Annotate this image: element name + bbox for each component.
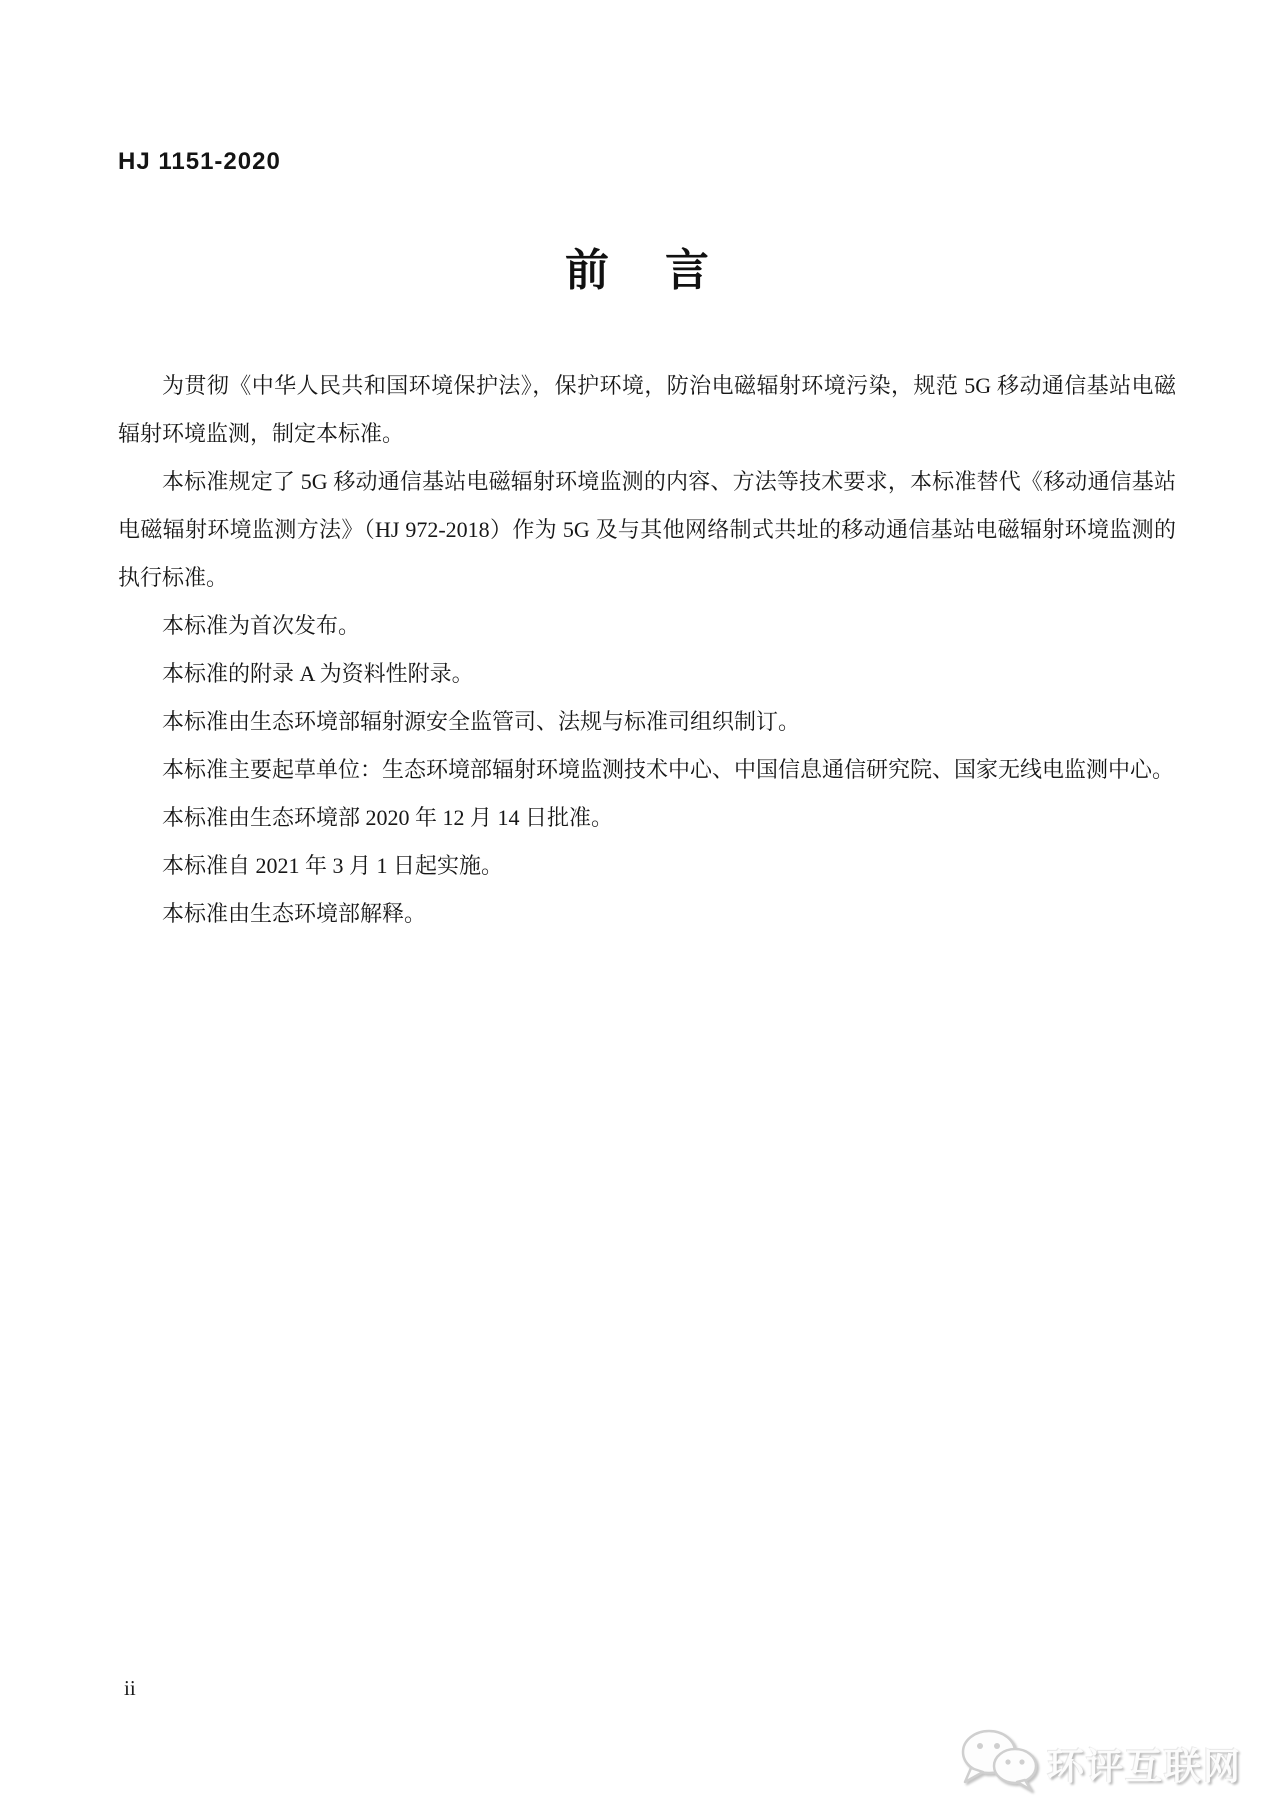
paragraph: 本标准由生态环境部辐射源安全监管司、法规与标准司组织制订。 bbox=[162, 709, 801, 734]
paragraph: 本标准的附录 A 为资料性附录。 bbox=[162, 661, 474, 686]
paragraph: 为贯彻《中华人民共和国环境保护法》，保护环境，防治电磁辐射环境污染，规范 5G 移动通信基站电磁辐射环境监测，制定本标准。 bbox=[118, 373, 1176, 446]
page-number: ii bbox=[124, 1676, 136, 1700]
watermark-label: 环评互联网 bbox=[1047, 1745, 1242, 1787]
standard-code-header: HJ 1151-2020 bbox=[118, 148, 281, 175]
paragraph: 本标准自 2021 年 3 月 1 日起实施。 bbox=[162, 853, 504, 878]
page-title: 前 言 bbox=[565, 246, 715, 295]
wechat-chat-bubbles-icon bbox=[959, 1728, 1041, 1797]
foreword-body bbox=[118, 362, 1176, 938]
watermark bbox=[959, 1728, 1242, 1797]
paragraph: 本标准主要起草单位：生态环境部辐射环境监测技术中心、中国信息通信研究院、国家无线电监测中心。 bbox=[162, 757, 1175, 782]
paragraph: 本标准由生态环境部解释。 bbox=[162, 901, 427, 926]
paragraph: 本标准由生态环境部 2020 年 12 月 14 日批准。 bbox=[162, 805, 614, 830]
paragraph: 本标准规定了 5G 移动通信基站电磁辐射环境监测的内容、方法等技术要求，本标准替代《移动通信基站电磁辐射环境监测方法》（HJ 972-2018）作为 5G 及与其他网络制式共址的移动通信基站电磁辐射环境监测的执行标准。 bbox=[118, 469, 1176, 590]
paragraph: 本标准为首次发布。 bbox=[162, 613, 361, 638]
